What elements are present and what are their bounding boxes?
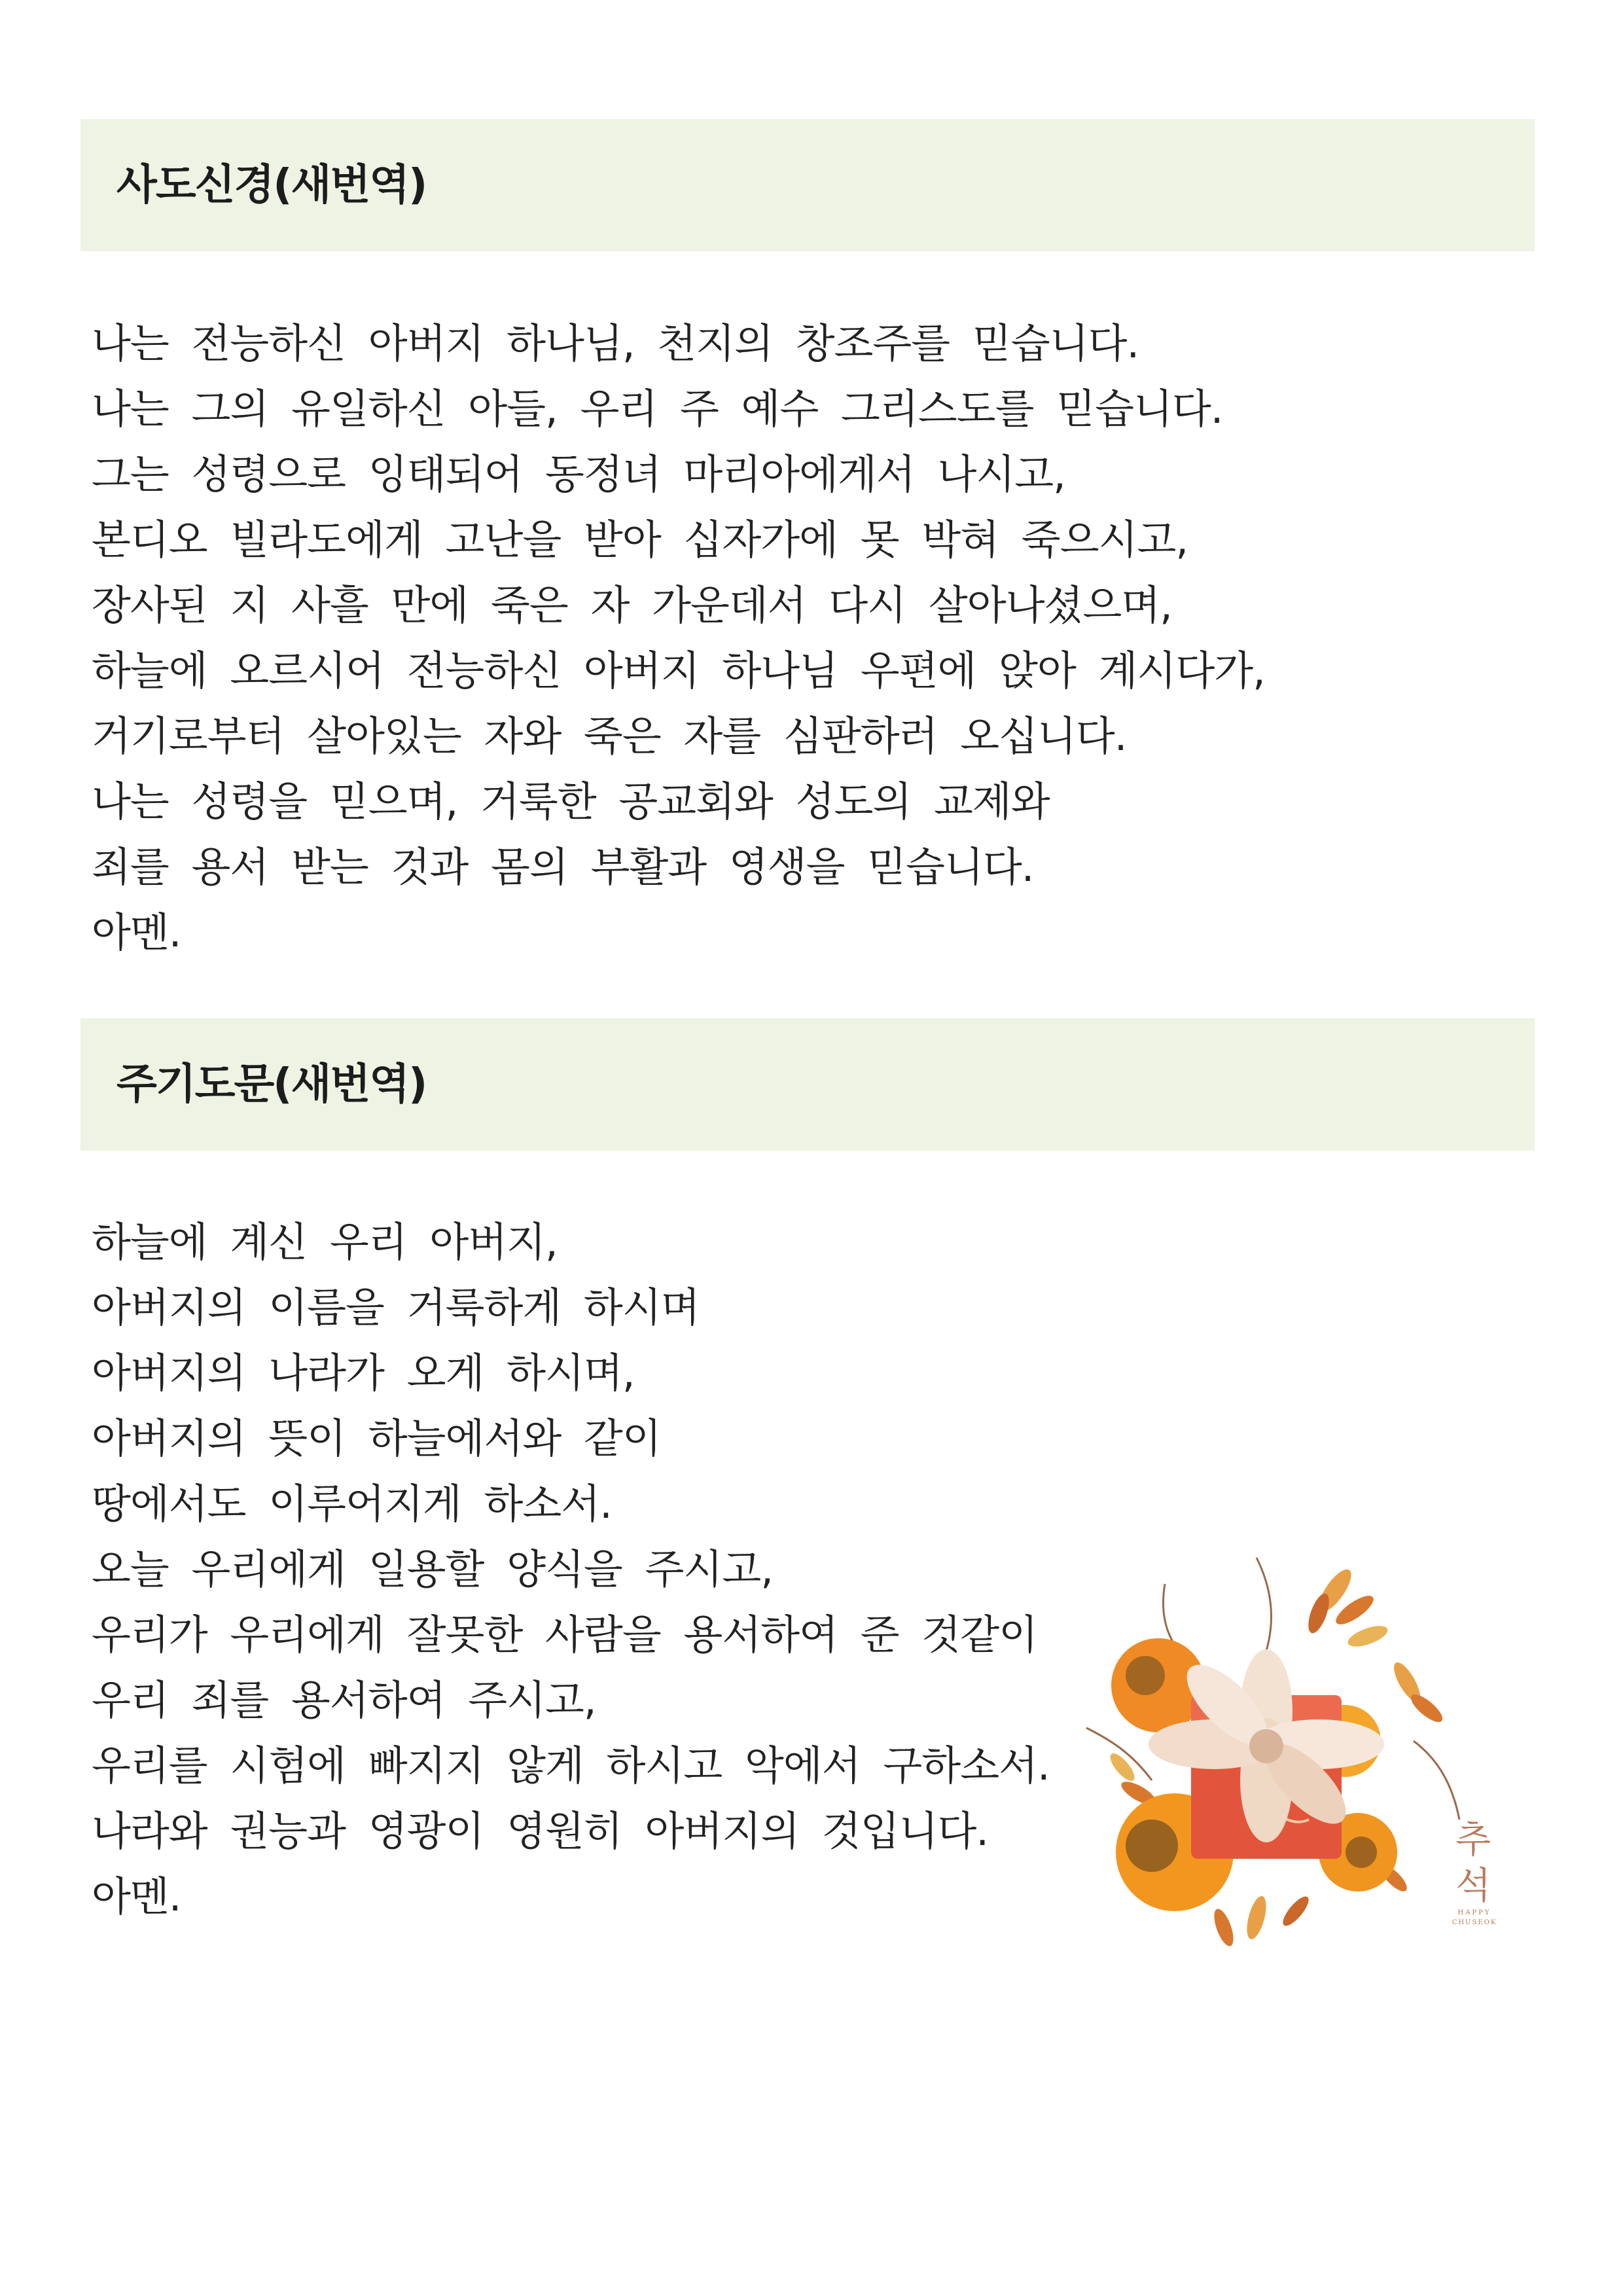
creed-line: 나는 성령을 믿으며, 거룩한 공교회와 성도의 교제와 (92, 778, 1050, 825)
creed-line: 죄를 용서 받는 것과 몸의 부활과 영생을 믿습니다. (92, 843, 1034, 891)
creed-line: 하늘에 오르시어 전능하신 아버지 하나님 우편에 앉아 계시다가, (92, 647, 1265, 694)
lords-prayer-line: 아버지의 나라가 오게 하시며, (92, 1349, 635, 1397)
happy-caption: HAPPY (1457, 1909, 1491, 1916)
lords-prayer-line: 땅에서도 이루어지게 하소서. (92, 1480, 612, 1528)
chuseok-caption: CHUSEOK (1452, 1919, 1497, 1926)
chuseok-hangul-1: 추 (1455, 1819, 1491, 1861)
creed-line: 거기로부터 살아있는 자와 죽은 자를 심판하러 오십니다. (92, 712, 1127, 760)
lords-prayer-line: 하늘에 계신 우리 아버지, (92, 1218, 558, 1266)
lords-prayer-title: 주기도문(새번역) (116, 1060, 427, 1109)
lords-prayer-line: 나라와 권능과 영광이 영원히 아버지의 것입니다. (92, 1807, 989, 1855)
creed-amen: 아멘. (92, 908, 181, 956)
lords-prayer-line: 아버지의 뜻이 하늘에서와 같이 (92, 1414, 661, 1462)
creed-line: 장사된 지 사흘 만에 죽은 자 가운데서 다시 살아나셨으며, (92, 581, 1172, 629)
chuseok-lettering (1452, 1819, 1497, 1926)
lords-prayer-section-header (80, 1018, 1535, 1151)
creed-text (92, 311, 1265, 965)
lords-prayer-line: 아버지의 이름을 거룩하게 하시며 (92, 1283, 700, 1331)
creed-line: 본디오 빌라도에게 고난을 받아 십자가에 못 박혀 죽으시고, (92, 516, 1188, 564)
lords-prayer-amen: 아멘. (92, 1873, 181, 1920)
lords-prayer-text (92, 1210, 1050, 1929)
creed-title: 사도신경(새번역) (116, 161, 427, 209)
chuseok-illustration (1060, 1545, 1512, 1964)
lords-prayer-line: 우리 죄를 용서하여 주시고, (92, 1676, 596, 1724)
lords-prayer-line: 우리가 우리에게 잘못한 사람을 용서하여 준 것같이 (92, 1611, 1037, 1659)
creed-section-header (80, 119, 1535, 251)
lords-prayer-line: 우리를 시험에 빠지지 않게 하시고 악에서 구하소서. (92, 1742, 1050, 1789)
creed-line: 그는 성령으로 잉태되어 동정녀 마리아에게서 나시고, (92, 450, 1065, 498)
creed-line: 나는 그의 유일하신 아들, 우리 주 예수 그리스도를 믿습니다. (92, 385, 1223, 433)
lords-prayer-line: 오늘 우리에게 일용할 양식을 주시고, (92, 1545, 773, 1593)
creed-line: 나는 전능하신 아버지 하나님, 천지의 창조주를 믿습니다. (92, 319, 1139, 367)
chuseok-hangul-2: 석 (1455, 1865, 1491, 1907)
